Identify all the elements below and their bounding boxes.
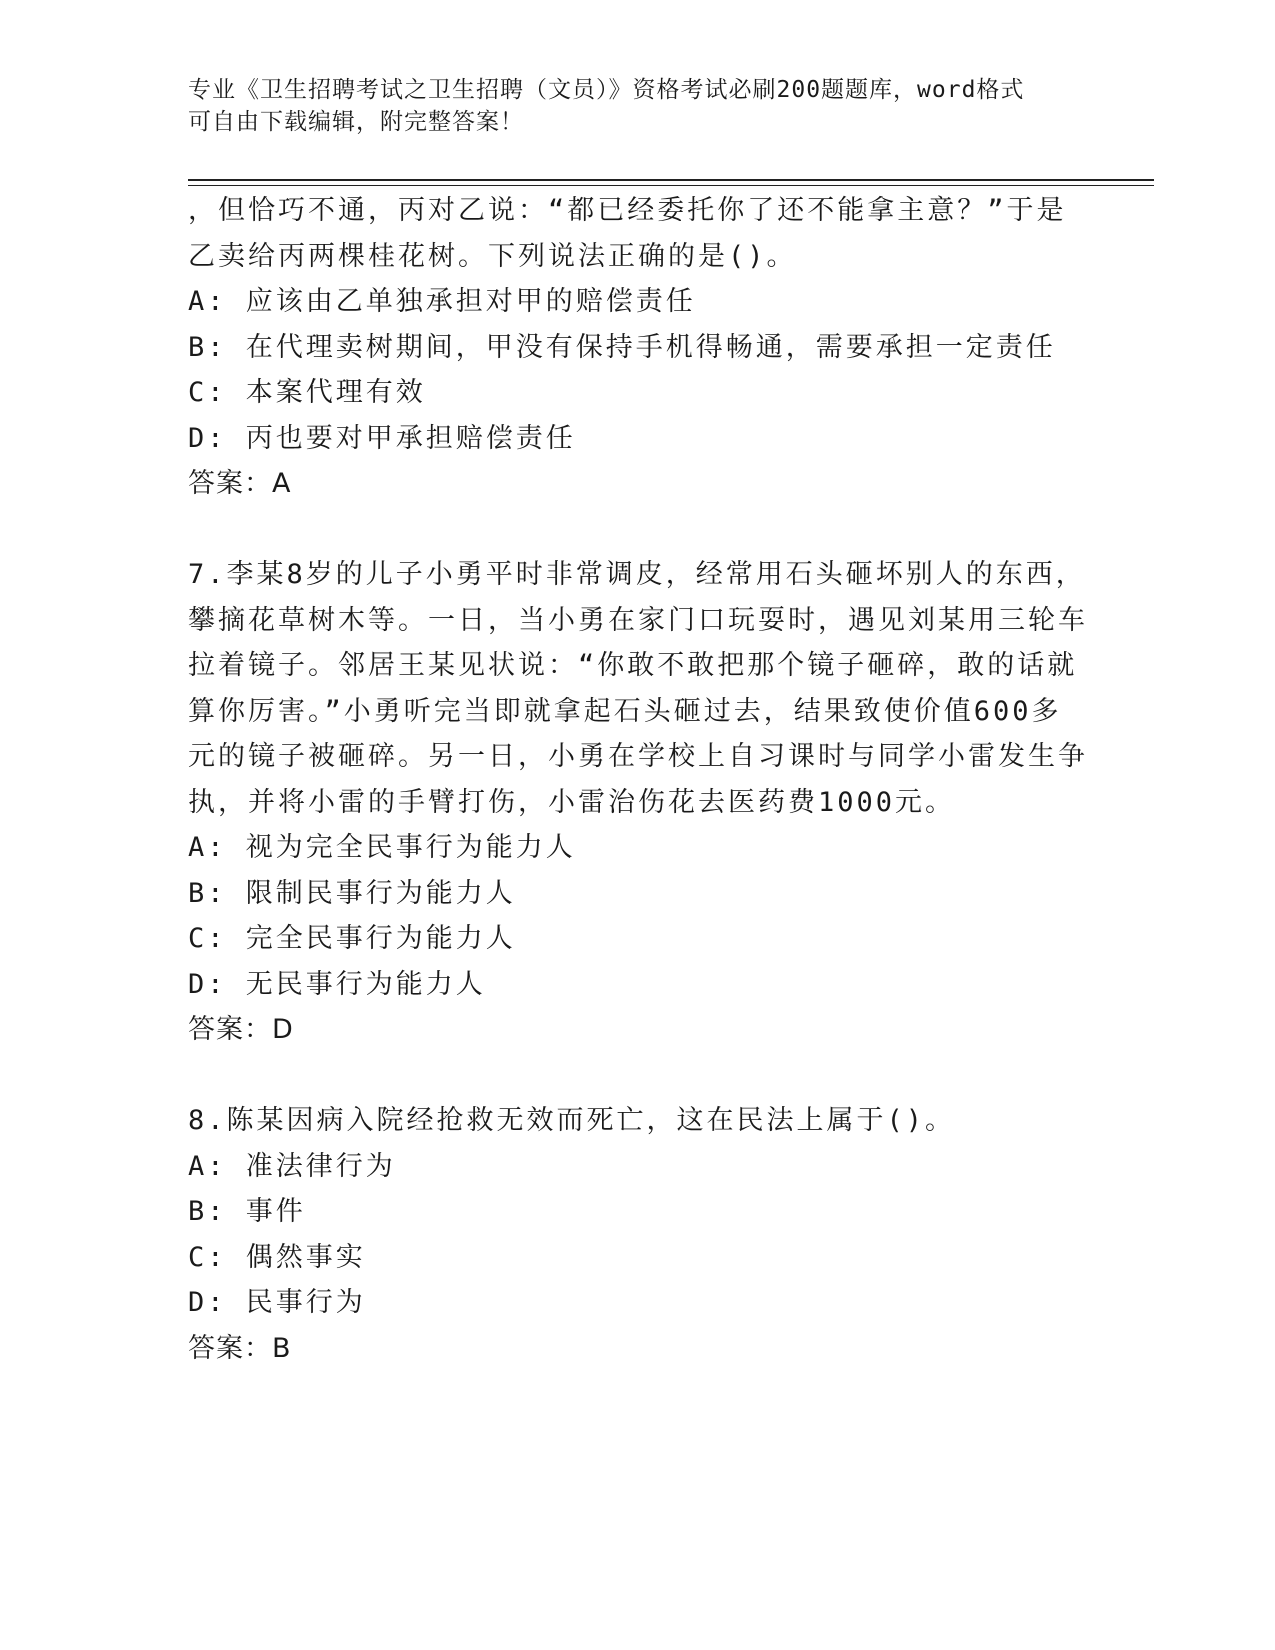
option-a: A: 视为完全民事行为能力人 — [188, 832, 576, 863]
option-b: B: 限制民事行为能力人 — [188, 877, 516, 909]
option-d: D: 丙也要对甲承担赔偿责任 — [188, 422, 576, 454]
question-text-line: 执，并将小雷的手臂打伤，小雷治伤花去医药费1000元。 — [188, 786, 956, 818]
document-header — [188, 74, 1068, 138]
option-c: C: 偶然事实 — [188, 1241, 366, 1273]
question-8 — [188, 1098, 1068, 1371]
question-text-line: 元的镜子被砸碎。另一日，小勇在学校上自习课时与同学小雷发生争 — [188, 741, 1088, 772]
question-text-line: 攀摘花草树木等。一日，当小勇在家门口玩耍时，遇见刘某用三轮车 — [188, 604, 1088, 636]
question-7 — [188, 552, 1088, 1053]
question-text-line: 拉着镜子。邻居王某见状说：“你敢不敢把那个镜子砸碎，敢的话就 — [188, 650, 1078, 681]
question-text-line: 7.李某8岁的儿子小勇平时非常调皮，经常用石头砸坏别人的东西， — [188, 559, 1086, 590]
header-line-2: 可自由下载编辑，附完整答案！ — [188, 109, 524, 135]
document-body — [188, 188, 1088, 1371]
answer-label: 答案：A — [188, 468, 292, 499]
option-a: A: 应该由乙单独承担对甲的赔偿责任 — [188, 286, 696, 317]
option-c: C: 本案代理有效 — [188, 377, 426, 408]
header-divider-thick — [188, 179, 1154, 181]
question-text-line: ，但恰巧不通，丙对乙说：“都已经委托你了还不能拿主意？”于是 — [188, 195, 1067, 226]
question-spacer — [188, 507, 1068, 553]
question-text-line: 乙卖给丙两棵桂花树。下列说法正确的是()。 — [188, 240, 797, 272]
question-6-continued — [188, 188, 1068, 507]
answer-label: 答案：B — [188, 1332, 292, 1364]
answer-label: 答案：D — [188, 1014, 294, 1045]
option-d: D: 民事行为 — [188, 1287, 366, 1318]
question-text-line: 8.陈某因病入院经抢救无效而死亡，这在民法上属于()。 — [188, 1105, 956, 1136]
option-c: C: 完全民事行为能力人 — [188, 923, 516, 954]
option-b: B: 在代理卖树期间，甲没有保持手机得畅通，需要承担一定责任 — [188, 331, 1056, 363]
question-spacer — [188, 1053, 1068, 1099]
option-b: B: 事件 — [188, 1196, 306, 1227]
header-line-1: 专业《卫生招聘考试之卫生招聘（文员）》资格考试必刷200题题库，word格式 — [188, 77, 1025, 103]
option-a: A: 准法律行为 — [188, 1150, 396, 1182]
header-divider-thin — [188, 185, 1154, 186]
option-d: D: 无民事行为能力人 — [188, 968, 486, 1000]
question-text-line: 算你厉害。”小勇听完当即就拿起石头砸过去，结果致使价值600多 — [188, 695, 1062, 727]
